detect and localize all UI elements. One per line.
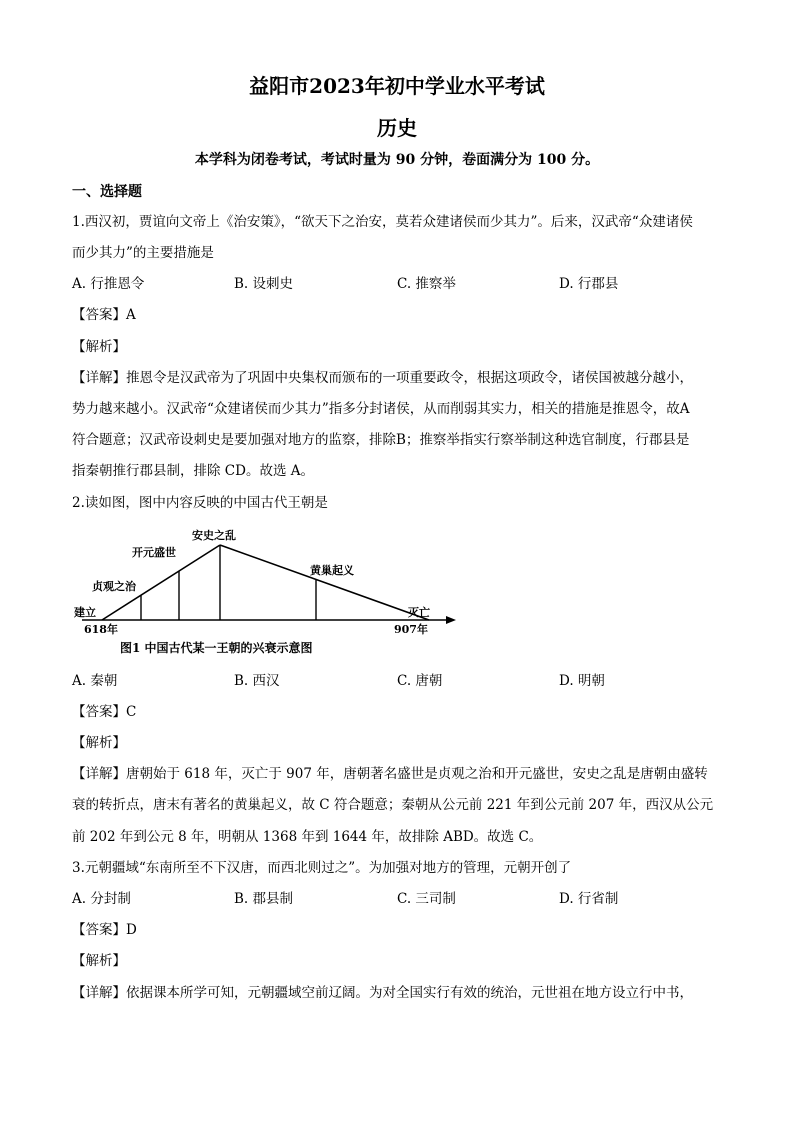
q1-stem-line1: 1.西汉初，贾谊向文帝上《治安策》，“欲天下之治安，莫若众建诸侯而少其力”。后来，汉武帝“众建诸侯	[72, 214, 693, 230]
q1-answer: 【答案】A	[72, 307, 136, 323]
subject-title: 历史	[377, 116, 417, 140]
q3-detail-line1: 【详解】依据课本所学可知，元朝疆域空前辽阔。为对全国实行有效的统治，元世祖在地方设立行中书，	[72, 985, 693, 1001]
q1-option-b: B. 设刺史	[234, 276, 294, 292]
q1-analysis-label: 【解析】	[72, 339, 126, 355]
q2-stem: 2.读如图，图中内容反映的中国古代王朝是	[72, 495, 328, 511]
q2-detail-line1: 【详解】唐朝始于 618 年，灭亡于 907 年，唐朝著名盛世是贞观之治和开元盛世，安史之乱是唐朝由盛转	[72, 766, 708, 782]
label-zhenguan: 贞观之治	[92, 580, 136, 593]
q3-option-c: C. 三司制	[397, 891, 456, 907]
figure-baseline-arrow	[446, 616, 456, 624]
q1-option-d: D. 行郡县	[559, 276, 619, 292]
label-kaiyuan: 开元盛世	[132, 546, 176, 559]
figure-decline-line	[220, 545, 429, 620]
q2-option-b: B. 西汉	[234, 673, 280, 689]
q2-answer: 【答案】C	[72, 704, 137, 720]
dynasty-rise-fall-figure	[72, 522, 462, 662]
q3-stem: 3.元朝疆域“东南所至不下汉唐，而西北则过之”。为加强对地方的管理，元朝开创了	[72, 860, 572, 876]
label-fall: 灭亡	[408, 606, 430, 619]
q2-detail-line2: 衰的转折点，唐末有著名的黄巢起义，故 C 符合题意；秦朝从公元前 221 年到公元前 207 年，西汉从公元	[72, 797, 714, 813]
q2-option-c: C. 唐朝	[397, 673, 443, 689]
q2-detail-line3: 前 202 年到公元 8 年，明朝从 1368 年到 1644 年，故排除 ABD。故选 C。	[72, 829, 543, 845]
label-start-year: 618年	[84, 623, 118, 636]
q3-option-b: B. 郡县制	[234, 891, 294, 907]
figure-caption: 图1 中国古代某一王朝的兴衰示意图	[120, 641, 313, 655]
label-founded: 建立	[74, 606, 96, 619]
section-heading: 一、选择题	[72, 184, 142, 200]
q3-analysis-label: 【解析】	[72, 953, 126, 969]
q3-answer: 【答案】D	[72, 922, 137, 938]
q1-option-a: A. 行推恩令	[72, 276, 145, 292]
label-end-year: 907年	[394, 623, 428, 636]
q1-detail-line2: 势力越来越小。汉武帝“众建诸侯而少其力”指多分封诸侯，从而削弱其实力，相关的措施是推恩令，故A	[72, 401, 690, 417]
exam-note: 本学科为闭卷考试，考试时量为 90 分钟，卷面满分为 100 分。	[194, 152, 600, 168]
q3-option-a: A. 分封制	[72, 891, 131, 907]
q1-detail-line1: 【详解】推恩令是汉武帝为了巩固中央集权而颁布的一项重要政令，根据这项政令，诸侯国被越分越小，	[72, 370, 693, 386]
q1-option-c: C. 推察举	[397, 276, 456, 292]
label-huangchao: 黄巢起义	[310, 564, 354, 577]
label-anshi: 安史之乱	[192, 529, 236, 542]
q1-stem-line2: 而少其力”的主要措施是	[72, 245, 214, 261]
q2-option-d: D. 明朝	[559, 673, 605, 689]
q2-option-a: A. 秦朝	[72, 673, 118, 689]
q3-option-d: D. 行省制	[559, 891, 619, 907]
q1-detail-line4: 指秦朝推行郡县制，排除 CD。故选 A。	[72, 463, 314, 479]
exam-title: 益阳市2023年初中学业水平考试	[249, 74, 545, 98]
q1-detail-line3: 符合题意；汉武帝设刺史是要加强对地方的监察，排除B；推察举指实行察举制这种选官制度，行郡县是	[72, 432, 690, 448]
q2-analysis-label: 【解析】	[72, 735, 126, 751]
